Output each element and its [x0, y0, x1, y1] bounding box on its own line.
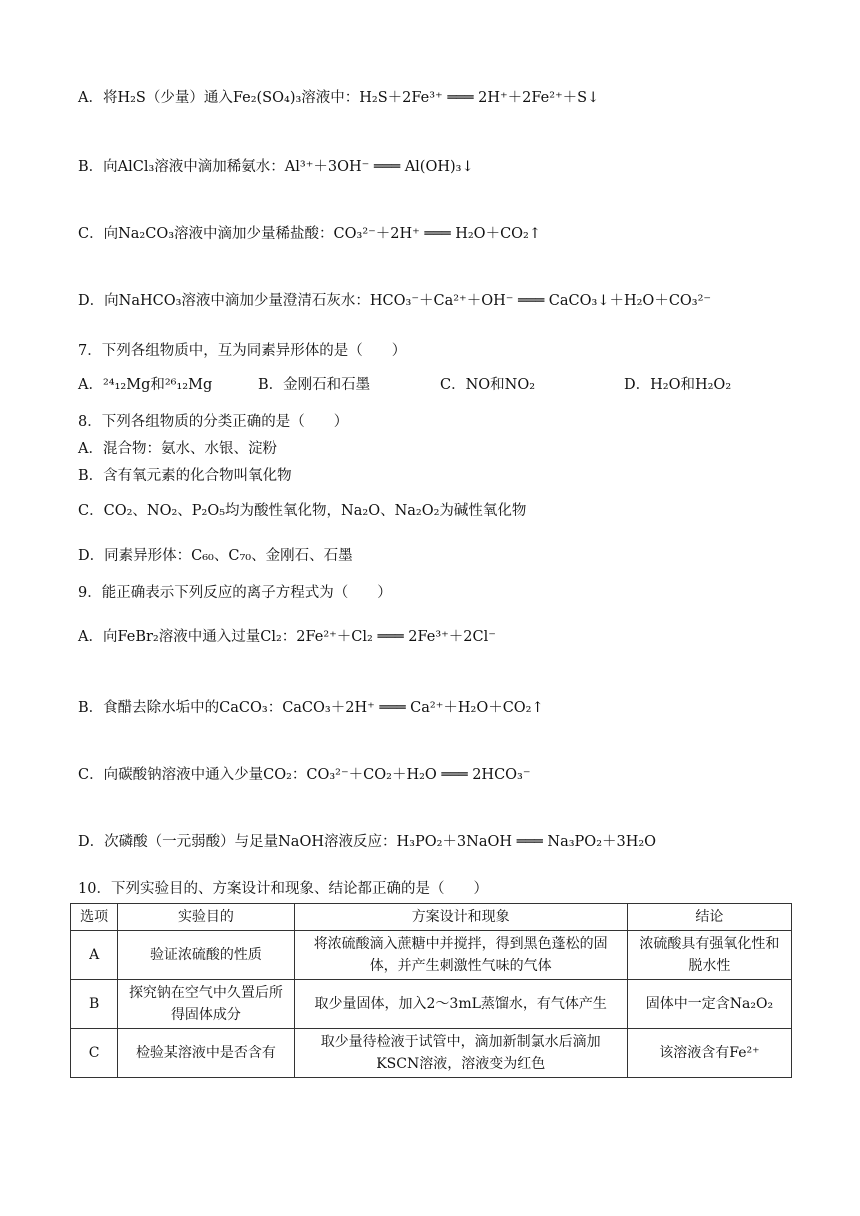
table-row [71, 980, 792, 1029]
q9-option-b: B．食醋去除水垢中的CaCO₃：CaCO₃＋2H⁺ ═══ Ca²⁺＋H₂O＋CO₂↑ [78, 700, 544, 716]
q8-option-c: C．CO₂、NO₂、P₂O₅均为酸性氧化物，Na₂O、Na₂O₂为碱性氧化物 [78, 503, 527, 519]
table-cell: B [71, 980, 118, 1029]
experiment-table [70, 903, 792, 1078]
q8-option-a: A．混合物：氨水、水银、淀粉 [78, 441, 277, 457]
table-cell: 检验某溶液中是否含有 [118, 1029, 294, 1078]
q9-option-c: C．向碳酸钠溶液中通入少量CO₂：CO₃²⁻＋CO₂＋H₂O ═══ 2HCO₃⁻ [78, 767, 531, 783]
q6-option-d: D．向NaHCO₃溶液中滴加少量澄清石灰水：HCO₃⁻＋Ca²⁺＋OH⁻ ═══ CaCO₃↓＋H₂O＋CO₃²⁻ [78, 293, 712, 309]
q9-option-d: D．次磷酸（一元弱酸）与足量NaOH溶液反应：H₃PO₂＋3NaOH ═══ Na₃PO₂＋3H₂O [78, 834, 657, 850]
table-header-row [71, 904, 792, 931]
q6-option-c: C．向Na₂CO₃溶液中滴加少量稀盐酸：CO₃²⁻＋2H⁺ ═══ H₂O＋CO₂↑ [78, 226, 542, 242]
q9-stem: 9．能正确表示下列反应的离子方程式为（ ） [78, 585, 392, 601]
q10-stem: 10．下列实验目的、方案设计和现象、结论都正确的是（ ） [78, 881, 488, 897]
q6-option-b: B．向AlCl₃溶液中滴加稀氨水：Al³⁺＋3OH⁻ ═══ Al(OH)₃↓ [78, 159, 474, 175]
table-row [71, 1029, 792, 1078]
table-cell: A [71, 931, 118, 980]
q6-option-a: A．将H₂S（少量）通入Fe₂(SO₄)₃溶液中：H₂S＋2Fe³⁺ ═══ 2H⁺＋2Fe²⁺＋S↓ [78, 90, 600, 106]
q7-option-b: B．金刚石和石墨 [258, 377, 371, 393]
table-row [71, 931, 792, 980]
q7-option-d: D．H₂O和H₂O₂ [624, 377, 732, 393]
table-cell: 验证浓硫酸的性质 [118, 931, 294, 980]
q7-option-c: C．NO和NO₂ [440, 377, 536, 393]
q7-option-a: A．²⁴₁₂Mg和²⁶₁₂Mg [78, 377, 213, 393]
table-cell: 取少量待检液于试管中，滴加新制氯水后滴加KSCN溶液，溶液变为红色 [294, 1029, 627, 1078]
q8-option-d: D．同素异形体：C₆₀、C₇₀、金刚石、石墨 [78, 548, 353, 564]
q8-option-b: B．含有氧元素的化合物叫氧化物 [78, 468, 292, 484]
table-header-cell: 选项 [71, 904, 118, 931]
table-cell: 该溶液含有Fe²⁺ [627, 1029, 791, 1078]
table-cell: C [71, 1029, 118, 1078]
table-header-cell: 结论 [627, 904, 791, 931]
table-cell: 固体中一定含Na₂O₂ [627, 980, 791, 1029]
table-header-cell: 实验目的 [118, 904, 294, 931]
table-cell: 取少量固体，加入2～3mL蒸馏水，有气体产生 [294, 980, 627, 1029]
q7-stem: 7．下列各组物质中，互为同素异形体的是（ ） [78, 343, 407, 359]
table-cell: 浓硫酸具有强氧化性和脱水性 [627, 931, 791, 980]
table-cell: 将浓硫酸滴入蔗糖中并搅拌，得到黑色蓬松的固体，并产生刺激性气味的气体 [294, 931, 627, 980]
table-header-cell: 方案设计和现象 [294, 904, 627, 931]
q8-stem: 8．下列各组物质的分类正确的是（ ） [78, 414, 349, 430]
q9-option-a: A．向FeBr₂溶液中通入过量Cl₂：2Fe²⁺＋Cl₂ ═══ 2Fe³⁺＋2Cl⁻ [78, 629, 496, 645]
table-cell: 探究钠在空气中久置后所得固体成分 [118, 980, 294, 1029]
